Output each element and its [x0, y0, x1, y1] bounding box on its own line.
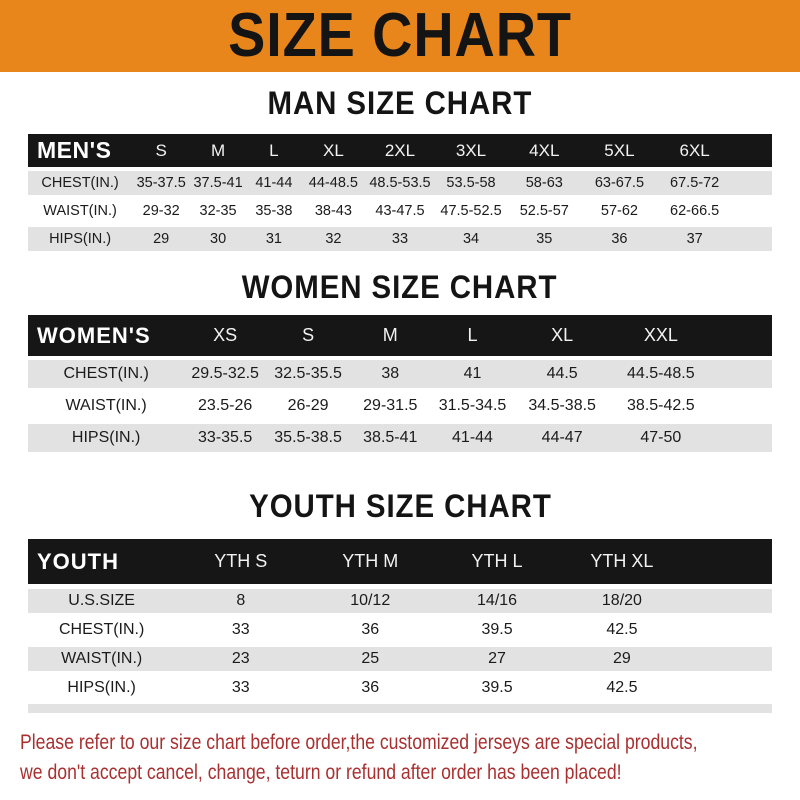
row-label: CHEST(IN.) — [58, 621, 145, 638]
value-cell: 41 — [463, 365, 482, 382]
section-heading — [0, 269, 800, 305]
column-header: YTH S — [214, 551, 268, 571]
column-header: M — [211, 140, 226, 160]
value-cell: 36 — [361, 679, 380, 696]
row-label: WAIST(IN.) — [43, 203, 117, 219]
row-label: WAIST(IN.) — [61, 650, 143, 667]
column-header: XS — [213, 325, 238, 345]
table-row — [28, 647, 772, 671]
size-chart-sections — [0, 85, 800, 713]
value-cell: 53.5-58 — [446, 175, 496, 191]
value-cell: 43-47.5 — [375, 203, 425, 219]
value-cell: 31.5-34.5 — [438, 397, 507, 414]
table-row — [28, 392, 772, 420]
table-row — [28, 618, 772, 642]
value-cell: 23 — [231, 650, 250, 667]
column-header: XL — [551, 325, 574, 345]
value-cell: 42.5 — [606, 621, 638, 638]
value-cell: 63-67.5 — [594, 175, 645, 191]
value-cell: 29-32 — [142, 203, 180, 219]
column-header: S — [302, 325, 315, 345]
section-heading-text: WOMEN SIZE CHART — [242, 269, 558, 305]
table-row — [28, 676, 772, 700]
value-cell: 29 — [613, 650, 631, 667]
column-header: S — [155, 140, 167, 160]
section-women — [0, 269, 800, 452]
value-cell: 39.5 — [481, 621, 513, 638]
value-cell: 44-47 — [541, 429, 583, 446]
column-header: 3XL — [455, 140, 487, 160]
column-header: L — [269, 140, 279, 160]
value-cell: 32.5-35.5 — [274, 365, 342, 382]
column-header: YTH L — [471, 551, 523, 571]
value-cell: 29.5-32.5 — [191, 365, 259, 382]
value-cell: 36 — [611, 231, 628, 247]
table-corner-label: YOUTH — [37, 548, 119, 574]
column-header: 5XL — [604, 140, 635, 160]
column-header: 4XL — [529, 140, 560, 160]
value-cell: 38 — [381, 365, 400, 382]
value-cell: 39.5 — [481, 679, 513, 696]
value-cell: 18/20 — [601, 592, 642, 609]
value-cell: 57-62 — [600, 203, 638, 219]
table-header-band — [28, 134, 772, 167]
column-header: M — [382, 325, 398, 345]
row-label: WAIST(IN.) — [65, 397, 147, 414]
value-cell: 26-29 — [287, 397, 329, 414]
column-header: YTH XL — [590, 551, 654, 571]
banner — [0, 0, 800, 72]
table-row — [28, 589, 772, 613]
section-youth — [0, 488, 800, 713]
row-label: HIPS(IN.) — [49, 231, 112, 247]
value-cell: 33 — [231, 679, 250, 696]
value-cell: 38-43 — [314, 203, 352, 219]
value-cell: 29-31.5 — [363, 397, 418, 414]
value-cell: 44-48.5 — [308, 175, 358, 191]
table-corner-label: MEN'S — [37, 137, 112, 163]
value-cell: 34 — [462, 231, 480, 247]
value-cell: 47-50 — [640, 429, 682, 446]
value-cell: 37 — [686, 231, 703, 247]
value-cell: 34.5-38.5 — [528, 397, 596, 414]
value-cell: 35-37.5 — [136, 175, 186, 191]
value-cell: 33-35.5 — [198, 429, 253, 446]
value-cell: 41-44 — [255, 175, 293, 191]
value-cell: 14/16 — [477, 592, 518, 609]
value-cell: 48.5-53.5 — [369, 175, 431, 191]
row-label: U.S.SIZE — [68, 592, 135, 609]
section-heading-text: YOUTH SIZE CHART — [248, 488, 552, 524]
table-row — [28, 424, 772, 452]
column-header: YTH M — [342, 551, 399, 571]
value-cell: 31 — [265, 231, 282, 247]
value-cell: 29 — [153, 231, 170, 247]
value-cell: 37.5-41 — [193, 175, 243, 191]
value-cell: 33 — [391, 231, 409, 247]
table-row — [28, 227, 772, 251]
value-cell: 58-63 — [525, 175, 563, 191]
banner-title: SIZE CHART — [228, 1, 572, 70]
value-cell: 44.5 — [546, 365, 578, 382]
value-cell: 10/12 — [350, 592, 391, 609]
value-cell: 23.5-26 — [198, 397, 253, 414]
column-header: L — [467, 325, 478, 345]
footer-line-1: Please refer to our size chart before order,the customized jerseys are special products, — [20, 731, 698, 754]
table-row — [28, 171, 772, 195]
men-size-table — [28, 134, 772, 251]
value-cell: 38.5-42.5 — [627, 397, 695, 414]
value-cell: 27 — [488, 650, 506, 667]
table-bottom-strip — [28, 704, 772, 713]
row-label: HIPS(IN.) — [67, 679, 136, 696]
women-size-table — [28, 315, 772, 452]
value-cell: 25 — [361, 650, 380, 667]
value-cell: 35 — [536, 231, 553, 247]
footer-line-2: we don't accept cancel, change, teturn or refund after order has been placed! — [20, 761, 622, 784]
value-cell: 32-35 — [199, 203, 237, 219]
column-header: XL — [323, 140, 344, 160]
value-cell: 33 — [231, 621, 250, 638]
table-header-band — [28, 315, 772, 356]
value-cell: 47.5-52.5 — [440, 203, 502, 219]
table-corner-label: WOMEN'S — [37, 322, 151, 348]
value-cell: 32 — [325, 231, 342, 247]
row-label: HIPS(IN.) — [71, 429, 141, 446]
value-cell: 44.5-48.5 — [627, 365, 695, 382]
value-cell: 35-38 — [255, 203, 293, 219]
value-cell: 52.5-57 — [519, 203, 569, 219]
youth-size-table — [28, 539, 772, 713]
section-men — [0, 85, 800, 251]
value-cell: 38.5-41 — [363, 429, 418, 446]
column-header: 6XL — [679, 140, 710, 160]
section-heading-text: MAN SIZE CHART — [267, 85, 533, 121]
column-header: XXL — [643, 325, 678, 345]
row-label: CHEST(IN.) — [63, 365, 149, 382]
table-row — [28, 360, 772, 388]
value-cell: 36 — [361, 621, 380, 638]
value-cell: 67.5-72 — [670, 175, 720, 191]
footer-note — [0, 728, 800, 788]
value-cell: 30 — [210, 231, 227, 247]
value-cell: 8 — [236, 592, 246, 609]
column-header: 2XL — [384, 140, 416, 160]
section-heading — [0, 85, 800, 121]
value-cell: 62-66.5 — [670, 203, 720, 219]
table-row — [28, 199, 772, 223]
row-label: CHEST(IN.) — [41, 175, 119, 191]
value-cell: 41-44 — [452, 429, 493, 446]
table-header-band — [28, 539, 772, 584]
section-heading — [0, 488, 800, 524]
value-cell: 35.5-38.5 — [274, 429, 342, 446]
value-cell: 42.5 — [606, 679, 638, 696]
